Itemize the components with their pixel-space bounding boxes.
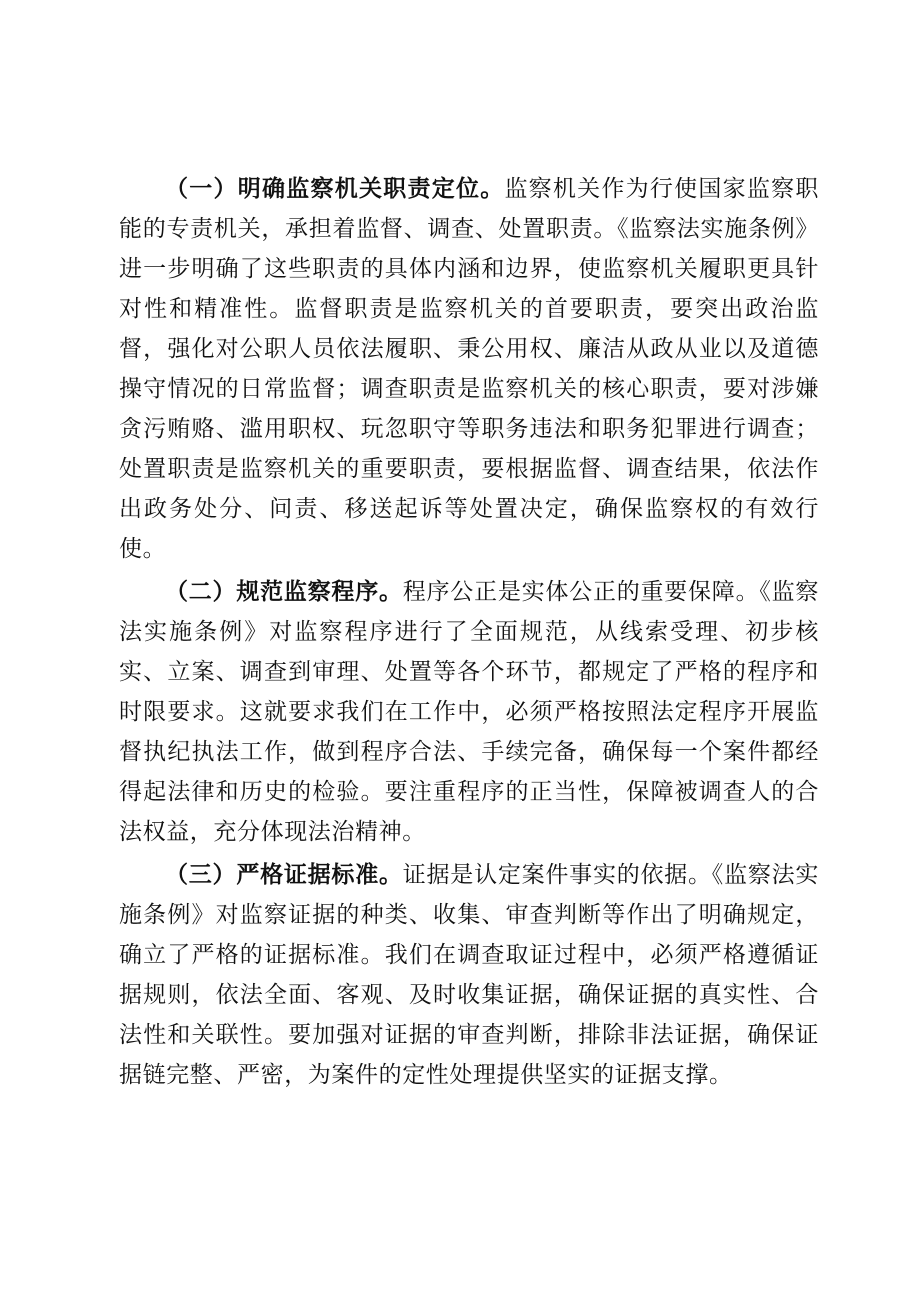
paragraph-1	[119, 169, 819, 569]
paragraph-2	[119, 572, 819, 852]
section-heading-1: （一）明确监察机关职责定位。	[165, 176, 505, 202]
section-heading-3: （三）严格证据标准。	[165, 862, 403, 888]
paragraph-text-1: 监察机关作为行使国家监察职能的专责机关，承担着监督、调查、处置职责。《监察法实施条例》进一步明确了这些职责的具体内涵和边界，使监察机关履职更具针对性和精准性。监督职责是监察机关的首要职责，要突出政治监督，强化对公职人员依法履职、秉公用权、廉洁从政从业以及道德操守情况的日常监督；调查职责是监察机关的核心职责，要对涉嫌贪污贿赂、滥用职权、玩忽职守等职务违法和职务犯罪进行调查；处置职责是监察机关的重要职责，要根据监督、调查结果，依法作出政务处分、问责、移送起诉等处置决定，确保监察权的有效行使。	[119, 176, 819, 562]
paragraph-text-2: 程序公正是实体公正的重要保障。《监察法实施条例》对监察程序进行了全面规范，从线索受理、初步核实、立案、调查到审理、处置等各个环节，都规定了严格的程序和时限要求。这就要求我们在工作中，必须严格按照法定程序开展监督执纪执法工作，做到程序合法、手续完备，确保每一个案件都经得起法律和历史的检验。要注重程序的正当性，保障被调查人的合法权益，充分体现法治精神。	[119, 579, 820, 845]
section-heading-2: （二）规范监察程序。	[165, 579, 403, 605]
paragraph-3	[119, 855, 819, 1095]
document-body	[119, 169, 819, 1095]
paragraph-text-3: 证据是认定案件事实的依据。《监察法实施条例》对监察证据的种类、收集、审查判断等作出了明确规定，确立了严格的证据标准。我们在调查取证过程中，必须严格遵循证据规则，依法全面、客观、及时收集证据，确保证据的真实性、合法性和关联性。要加强对证据的审查判断，排除非法证据，确保证据链完整、严密，为案件的定性处理提供坚实的证据支撑。	[119, 862, 820, 1088]
